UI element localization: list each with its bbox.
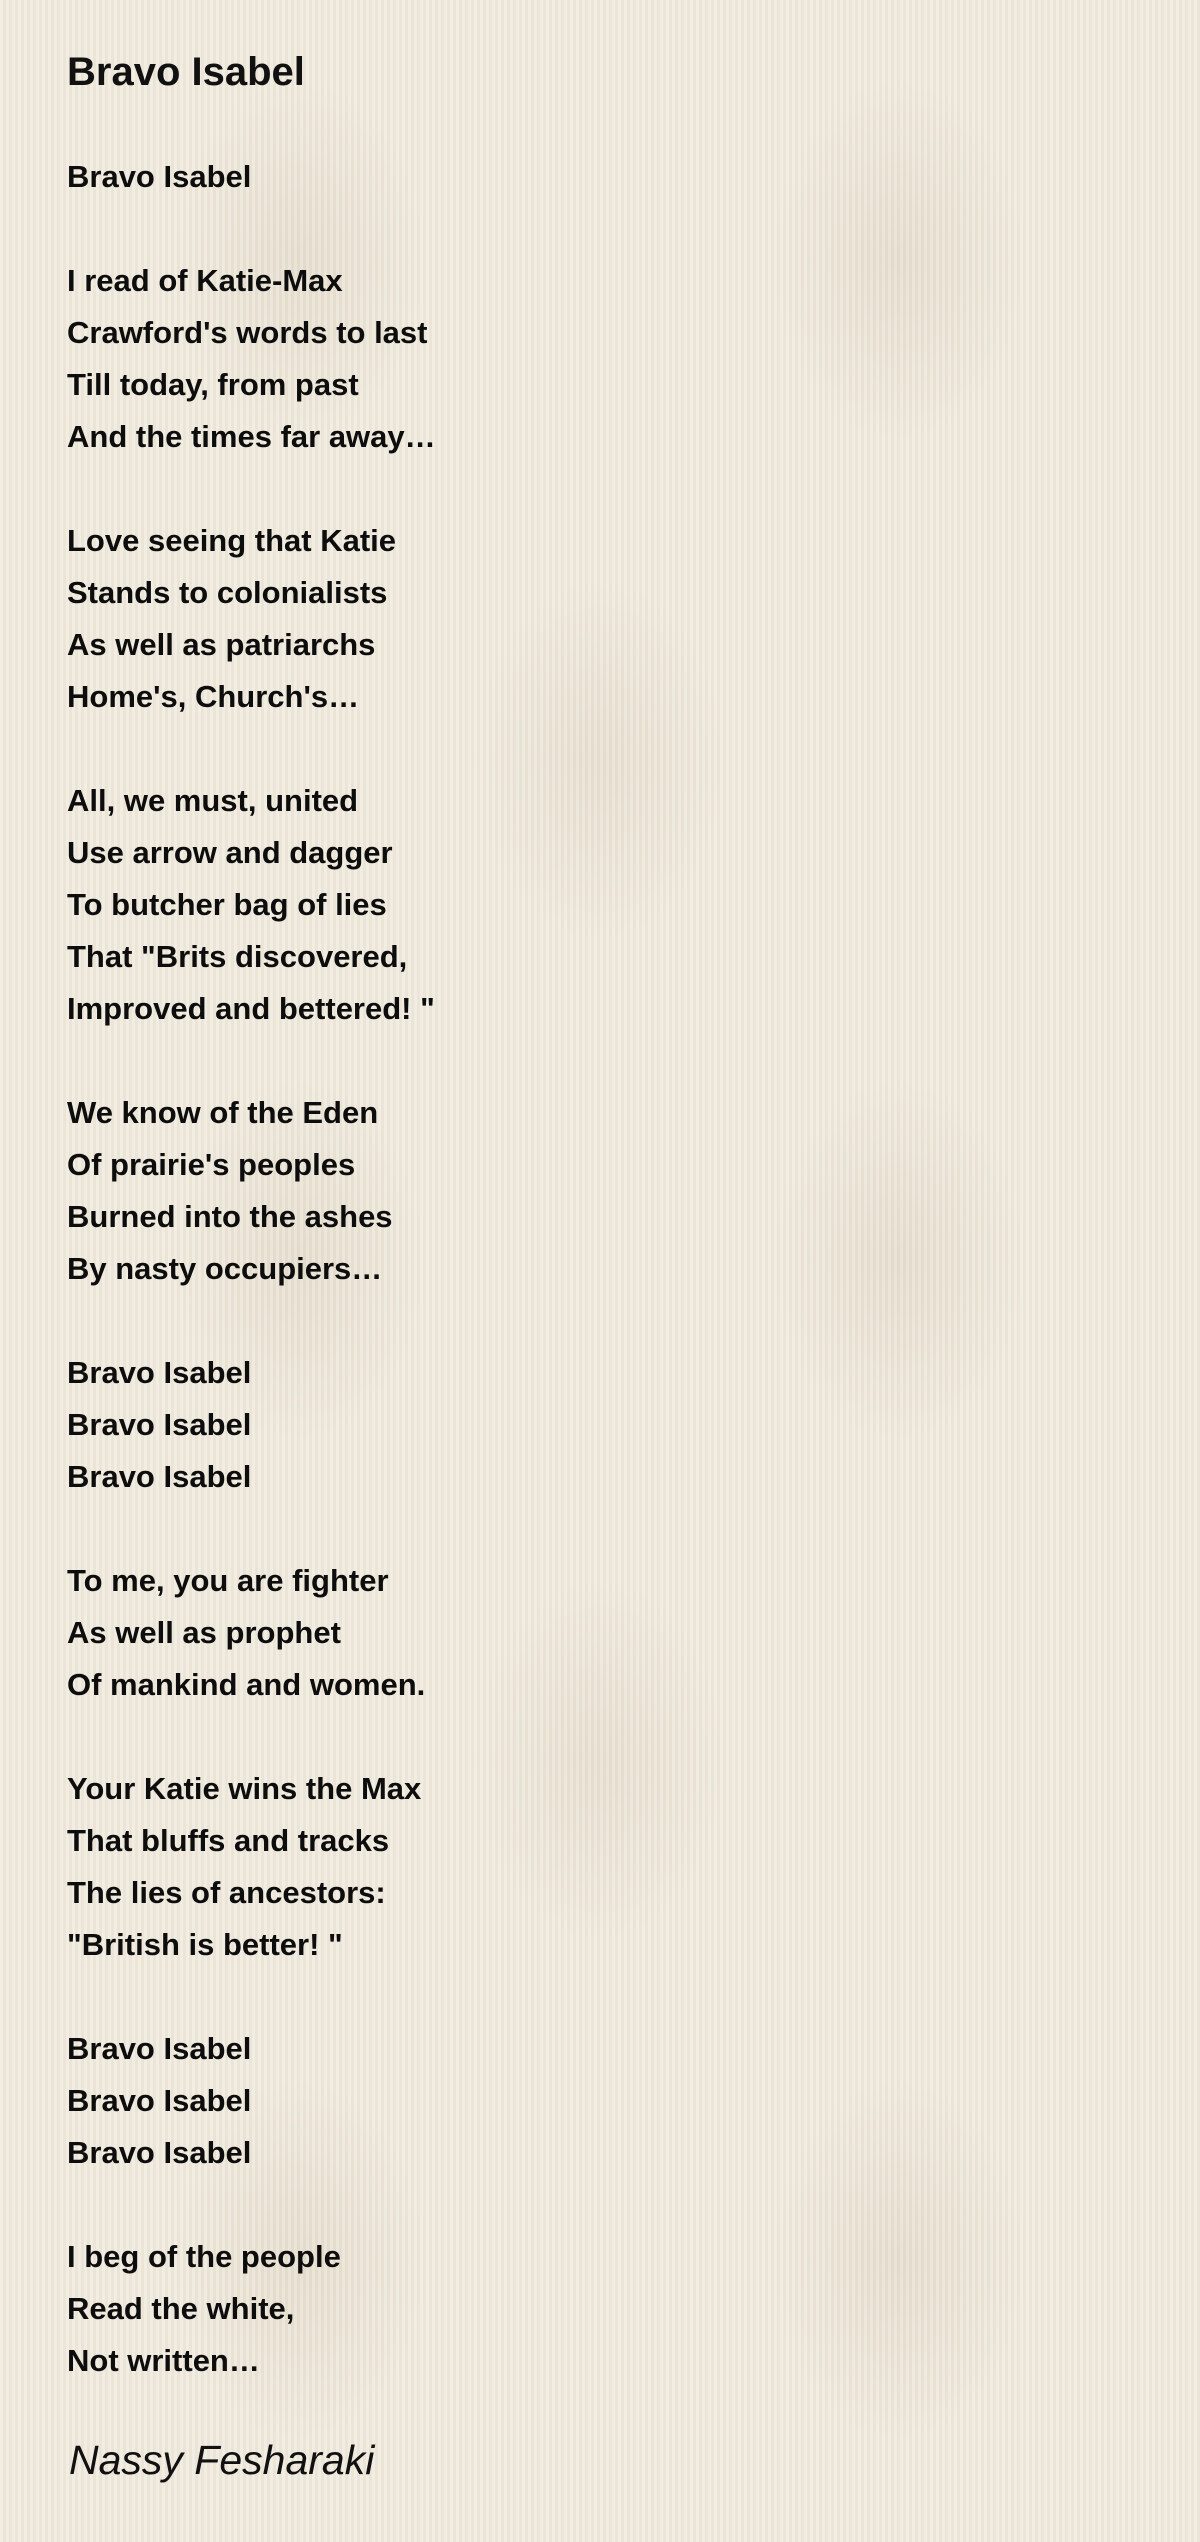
stanza-break [67, 2179, 436, 2231]
poem-body [67, 151, 436, 2387]
stanza-break [67, 1035, 436, 1087]
poem-line: "British is better! " [67, 1927, 343, 1962]
stanza [67, 775, 436, 1035]
poem-line: The lies of ancestors: [67, 1875, 386, 1910]
poem-line: Improved and bettered! " [67, 991, 435, 1026]
poem-line: That bluffs and tracks [67, 1823, 390, 1858]
stanza [67, 2023, 436, 2179]
stanza-break [67, 1503, 436, 1555]
poem-line: Crawford's words to last [67, 315, 428, 350]
stanza [67, 1087, 436, 1295]
stanza [67, 1347, 436, 1503]
poem-line: Not written… [67, 2343, 260, 2378]
poem-line: Bravo Isabel [67, 2135, 252, 2170]
poem-line: As well as patriarchs [67, 627, 376, 662]
poem-line: Of mankind and women. [67, 1667, 426, 1702]
stanza [67, 255, 436, 463]
stanza-break [67, 723, 436, 775]
poem-title: Bravo Isabel [67, 50, 305, 94]
poem-line: As well as prophet [67, 1615, 341, 1650]
stanza-break [67, 1295, 436, 1347]
poem-line: Till today, from past [67, 367, 359, 402]
poem-line: I read of Katie-Max [67, 263, 343, 298]
poem-line: And the times far away… [67, 419, 436, 454]
stanza-break [67, 1711, 436, 1763]
poem-line: Bravo Isabel [67, 1407, 252, 1442]
stanza [67, 1763, 436, 1971]
poem-line: Bravo Isabel [67, 2083, 252, 2118]
poem-line: That "Brits discovered, [67, 939, 408, 974]
poem-author: Nassy Fesharaki [69, 2437, 375, 2483]
stanza-break [67, 463, 436, 515]
stanza-break [67, 1971, 436, 2023]
poem-line: Bravo Isabel [67, 2031, 252, 2066]
poem-line: Burned into the ashes [67, 1199, 393, 1234]
stanza [67, 151, 436, 203]
stanza [67, 2231, 436, 2387]
poem-line: I beg of the people [67, 2239, 341, 2274]
poem-line: Stands to colonialists [67, 575, 388, 610]
poem-line: Your Katie wins the Max [67, 1771, 422, 1806]
poem-line: Bravo Isabel [67, 1355, 252, 1390]
stanza [67, 1555, 436, 1711]
poem-line: All, we must, united [67, 783, 359, 818]
poem-line: Love seeing that Katie [67, 523, 397, 558]
poem-line: Of prairie's peoples [67, 1147, 356, 1182]
poem-line: Home's, Church's… [67, 679, 360, 714]
poem-line: To butcher bag of lies [67, 887, 387, 922]
poem-line: To me, you are fighter [67, 1563, 389, 1598]
poem-line: Bravo Isabel [67, 1459, 252, 1494]
poem-line: Bravo Isabel [67, 159, 252, 194]
poem-line: By nasty occupiers… [67, 1251, 383, 1286]
stanza-break [67, 203, 436, 255]
poem-line: Use arrow and dagger [67, 835, 393, 870]
stanza [67, 515, 436, 723]
poem-line: Read the white, [67, 2291, 295, 2326]
poem-line: We know of the Eden [67, 1095, 379, 1130]
